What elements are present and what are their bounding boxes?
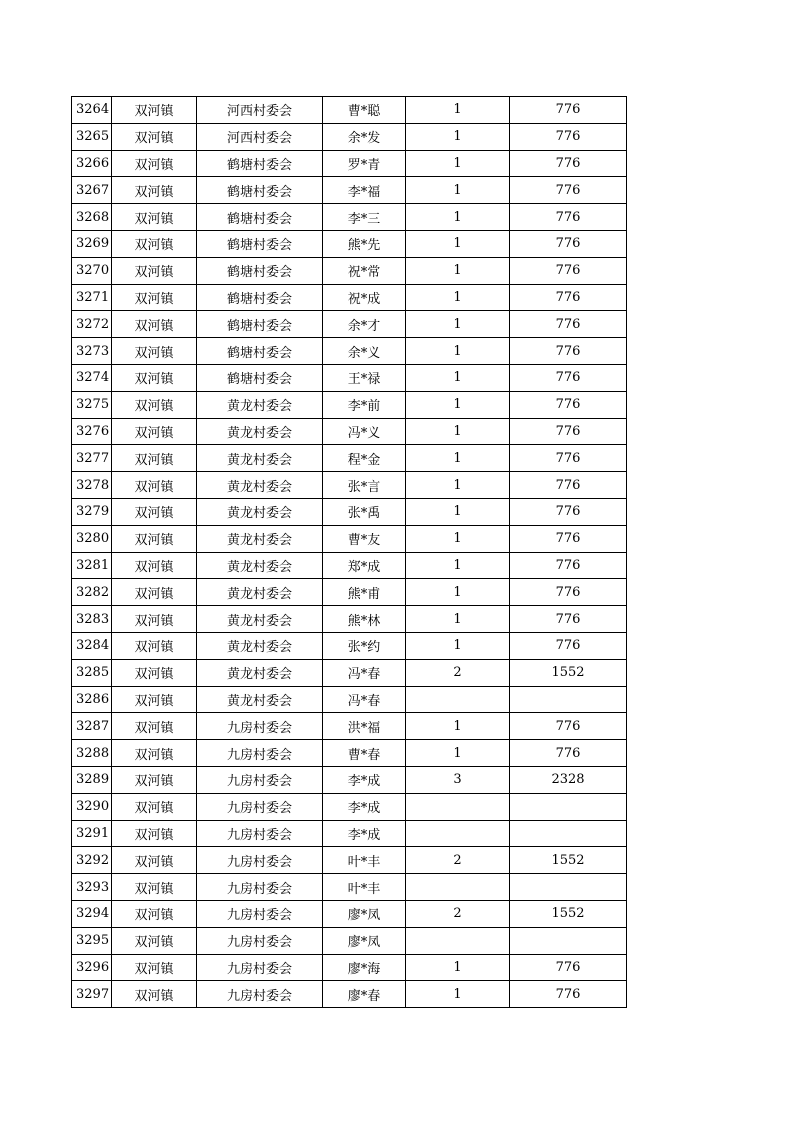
name-cell: 曹*春 (323, 740, 406, 767)
name-cell: 廖*凤 (323, 927, 406, 954)
count-cell: 1 (406, 713, 510, 740)
amount-cell: 776 (510, 364, 627, 391)
table-row (72, 552, 627, 579)
village-committee-cell: 黄龙村委会 (197, 525, 323, 552)
amount-cell (510, 686, 627, 713)
village-committee-cell: 河西村委会 (197, 123, 323, 150)
table-row (72, 177, 627, 204)
table-row (72, 659, 627, 686)
amount-cell: 776 (510, 713, 627, 740)
village-committee-cell: 九房村委会 (197, 927, 323, 954)
village-committee-cell: 黄龙村委会 (197, 445, 323, 472)
row-number-cell: 3285 (72, 659, 112, 686)
table-row (72, 954, 627, 981)
name-cell: 李*成 (323, 793, 406, 820)
row-number-cell: 3292 (72, 847, 112, 874)
table-row (72, 123, 627, 150)
count-cell: 1 (406, 230, 510, 257)
town-cell: 双河镇 (112, 123, 197, 150)
amount-cell: 776 (510, 123, 627, 150)
row-number-cell: 3288 (72, 740, 112, 767)
town-cell: 双河镇 (112, 338, 197, 365)
row-number-cell: 3267 (72, 177, 112, 204)
count-cell: 1 (406, 257, 510, 284)
village-committee-cell: 九房村委会 (197, 793, 323, 820)
amount-cell: 776 (510, 284, 627, 311)
name-cell: 余*才 (323, 311, 406, 338)
village-committee-cell: 鹤塘村委会 (197, 338, 323, 365)
name-cell: 罗*青 (323, 150, 406, 177)
table-row (72, 418, 627, 445)
row-number-cell: 3284 (72, 632, 112, 659)
amount-cell (510, 927, 627, 954)
count-cell (406, 820, 510, 847)
count-cell: 1 (406, 418, 510, 445)
amount-cell: 776 (510, 311, 627, 338)
row-number-cell: 3297 (72, 981, 112, 1008)
row-number-cell: 3296 (72, 954, 112, 981)
name-cell: 熊*先 (323, 230, 406, 257)
row-number-cell: 3287 (72, 713, 112, 740)
row-number-cell: 3291 (72, 820, 112, 847)
row-number-cell: 3290 (72, 793, 112, 820)
table-row (72, 445, 627, 472)
count-cell: 1 (406, 740, 510, 767)
town-cell: 双河镇 (112, 713, 197, 740)
table-row (72, 498, 627, 525)
village-committee-cell: 鹤塘村委会 (197, 230, 323, 257)
table-row (72, 230, 627, 257)
row-number-cell: 3280 (72, 525, 112, 552)
town-cell: 双河镇 (112, 418, 197, 445)
amount-cell: 776 (510, 525, 627, 552)
amount-cell: 776 (510, 391, 627, 418)
village-committee-cell: 黄龙村委会 (197, 498, 323, 525)
count-cell: 2 (406, 900, 510, 927)
count-cell: 1 (406, 391, 510, 418)
name-cell: 熊*甫 (323, 579, 406, 606)
table-row (72, 472, 627, 499)
table-row (72, 793, 627, 820)
amount-cell: 776 (510, 177, 627, 204)
count-cell: 1 (406, 338, 510, 365)
row-number-cell: 3294 (72, 900, 112, 927)
amount-cell: 776 (510, 552, 627, 579)
name-cell: 王*禄 (323, 364, 406, 391)
count-cell: 3 (406, 766, 510, 793)
count-cell: 1 (406, 472, 510, 499)
count-cell: 1 (406, 150, 510, 177)
name-cell: 叶*丰 (323, 847, 406, 874)
name-cell: 洪*福 (323, 713, 406, 740)
town-cell: 双河镇 (112, 900, 197, 927)
town-cell: 双河镇 (112, 927, 197, 954)
village-committee-cell: 黄龙村委会 (197, 391, 323, 418)
count-cell: 1 (406, 123, 510, 150)
table-row (72, 740, 627, 767)
amount-cell: 776 (510, 230, 627, 257)
town-cell: 双河镇 (112, 311, 197, 338)
village-committee-cell: 河西村委会 (197, 97, 323, 124)
town-cell: 双河镇 (112, 874, 197, 901)
table-body (72, 97, 627, 1008)
village-committee-cell: 九房村委会 (197, 981, 323, 1008)
name-cell: 祝*成 (323, 284, 406, 311)
name-cell: 李*前 (323, 391, 406, 418)
table-row (72, 364, 627, 391)
amount-cell: 2328 (510, 766, 627, 793)
row-number-cell: 3278 (72, 472, 112, 499)
town-cell: 双河镇 (112, 954, 197, 981)
count-cell: 1 (406, 552, 510, 579)
name-cell: 李*福 (323, 177, 406, 204)
name-cell: 熊*林 (323, 606, 406, 633)
name-cell: 余*义 (323, 338, 406, 365)
table-row (72, 338, 627, 365)
town-cell: 双河镇 (112, 230, 197, 257)
name-cell: 曹*友 (323, 525, 406, 552)
amount-cell: 1552 (510, 659, 627, 686)
table-row (72, 525, 627, 552)
name-cell: 廖*凤 (323, 900, 406, 927)
town-cell: 双河镇 (112, 552, 197, 579)
name-cell: 叶*丰 (323, 874, 406, 901)
name-cell: 张*言 (323, 472, 406, 499)
amount-cell: 776 (510, 740, 627, 767)
town-cell: 双河镇 (112, 659, 197, 686)
town-cell: 双河镇 (112, 364, 197, 391)
count-cell: 1 (406, 97, 510, 124)
amount-cell: 1552 (510, 847, 627, 874)
town-cell: 双河镇 (112, 820, 197, 847)
row-number-cell: 3270 (72, 257, 112, 284)
table-row (72, 579, 627, 606)
amount-cell: 776 (510, 204, 627, 231)
town-cell: 双河镇 (112, 606, 197, 633)
name-cell: 余*发 (323, 123, 406, 150)
row-number-cell: 3283 (72, 606, 112, 633)
name-cell: 郑*成 (323, 552, 406, 579)
village-committee-cell: 九房村委会 (197, 874, 323, 901)
town-cell: 双河镇 (112, 740, 197, 767)
village-committee-cell: 黄龙村委会 (197, 579, 323, 606)
town-cell: 双河镇 (112, 632, 197, 659)
village-committee-cell: 黄龙村委会 (197, 418, 323, 445)
count-cell: 1 (406, 954, 510, 981)
town-cell: 双河镇 (112, 686, 197, 713)
amount-cell (510, 793, 627, 820)
count-cell: 1 (406, 364, 510, 391)
count-cell (406, 927, 510, 954)
town-cell: 双河镇 (112, 525, 197, 552)
name-cell: 祝*常 (323, 257, 406, 284)
town-cell: 双河镇 (112, 579, 197, 606)
row-number-cell: 3274 (72, 364, 112, 391)
table-row (72, 713, 627, 740)
count-cell: 1 (406, 445, 510, 472)
row-number-cell: 3282 (72, 579, 112, 606)
village-committee-cell: 黄龙村委会 (197, 552, 323, 579)
row-number-cell: 3295 (72, 927, 112, 954)
town-cell: 双河镇 (112, 981, 197, 1008)
town-cell: 双河镇 (112, 204, 197, 231)
village-committee-cell: 鹤塘村委会 (197, 311, 323, 338)
name-cell: 李*成 (323, 820, 406, 847)
row-number-cell: 3265 (72, 123, 112, 150)
table-row (72, 257, 627, 284)
row-number-cell: 3289 (72, 766, 112, 793)
data-table (71, 96, 627, 1008)
town-cell: 双河镇 (112, 766, 197, 793)
count-cell (406, 686, 510, 713)
village-committee-cell: 九房村委会 (197, 766, 323, 793)
row-number-cell: 3268 (72, 204, 112, 231)
table-row (72, 927, 627, 954)
table-row (72, 981, 627, 1008)
amount-cell: 776 (510, 606, 627, 633)
amount-cell (510, 820, 627, 847)
town-cell: 双河镇 (112, 284, 197, 311)
town-cell: 双河镇 (112, 793, 197, 820)
amount-cell: 776 (510, 445, 627, 472)
count-cell: 1 (406, 498, 510, 525)
count-cell (406, 793, 510, 820)
table-row (72, 311, 627, 338)
row-number-cell: 3293 (72, 874, 112, 901)
count-cell: 1 (406, 311, 510, 338)
amount-cell: 776 (510, 338, 627, 365)
amount-cell: 776 (510, 579, 627, 606)
row-number-cell: 3279 (72, 498, 112, 525)
name-cell: 程*金 (323, 445, 406, 472)
amount-cell: 776 (510, 257, 627, 284)
name-cell: 冯*春 (323, 659, 406, 686)
name-cell: 张*约 (323, 632, 406, 659)
village-committee-cell: 黄龙村委会 (197, 659, 323, 686)
name-cell: 张*禹 (323, 498, 406, 525)
count-cell: 1 (406, 606, 510, 633)
town-cell: 双河镇 (112, 472, 197, 499)
count-cell: 1 (406, 579, 510, 606)
amount-cell: 776 (510, 150, 627, 177)
name-cell: 冯*春 (323, 686, 406, 713)
count-cell: 1 (406, 981, 510, 1008)
row-number-cell: 3273 (72, 338, 112, 365)
town-cell: 双河镇 (112, 257, 197, 284)
row-number-cell: 3266 (72, 150, 112, 177)
row-number-cell: 3277 (72, 445, 112, 472)
name-cell: 曹*聪 (323, 97, 406, 124)
count-cell: 1 (406, 284, 510, 311)
table-row (72, 874, 627, 901)
name-cell: 李*三 (323, 204, 406, 231)
amount-cell: 776 (510, 981, 627, 1008)
row-number-cell: 3281 (72, 552, 112, 579)
count-cell: 1 (406, 204, 510, 231)
name-cell: 冯*义 (323, 418, 406, 445)
town-cell: 双河镇 (112, 445, 197, 472)
village-committee-cell: 鹤塘村委会 (197, 284, 323, 311)
table-row (72, 900, 627, 927)
table-row (72, 766, 627, 793)
village-committee-cell: 鹤塘村委会 (197, 364, 323, 391)
amount-cell: 776 (510, 97, 627, 124)
table-row (72, 204, 627, 231)
village-committee-cell: 黄龙村委会 (197, 472, 323, 499)
row-number-cell: 3286 (72, 686, 112, 713)
row-number-cell: 3271 (72, 284, 112, 311)
village-committee-cell: 九房村委会 (197, 820, 323, 847)
town-cell: 双河镇 (112, 97, 197, 124)
amount-cell: 776 (510, 954, 627, 981)
town-cell: 双河镇 (112, 847, 197, 874)
table-row (72, 632, 627, 659)
count-cell: 2 (406, 659, 510, 686)
amount-cell (510, 874, 627, 901)
table-row (72, 391, 627, 418)
village-committee-cell: 九房村委会 (197, 847, 323, 874)
village-committee-cell: 鹤塘村委会 (197, 177, 323, 204)
village-committee-cell: 九房村委会 (197, 954, 323, 981)
table-row (72, 150, 627, 177)
name-cell: 李*成 (323, 766, 406, 793)
village-committee-cell: 九房村委会 (197, 900, 323, 927)
table-row (72, 847, 627, 874)
village-committee-cell: 鹤塘村委会 (197, 204, 323, 231)
village-committee-cell: 九房村委会 (197, 713, 323, 740)
town-cell: 双河镇 (112, 177, 197, 204)
amount-cell: 1552 (510, 900, 627, 927)
village-committee-cell: 黄龙村委会 (197, 686, 323, 713)
row-number-cell: 3264 (72, 97, 112, 124)
town-cell: 双河镇 (112, 498, 197, 525)
count-cell: 1 (406, 525, 510, 552)
amount-cell: 776 (510, 498, 627, 525)
village-committee-cell: 黄龙村委会 (197, 632, 323, 659)
count-cell (406, 874, 510, 901)
amount-cell: 776 (510, 632, 627, 659)
table-row (72, 284, 627, 311)
amount-cell: 776 (510, 472, 627, 499)
table-row (72, 97, 627, 124)
table-row (72, 686, 627, 713)
row-number-cell: 3275 (72, 391, 112, 418)
table-row (72, 820, 627, 847)
village-committee-cell: 九房村委会 (197, 740, 323, 767)
village-committee-cell: 黄龙村委会 (197, 606, 323, 633)
count-cell: 1 (406, 632, 510, 659)
village-committee-cell: 鹤塘村委会 (197, 150, 323, 177)
count-cell: 1 (406, 177, 510, 204)
count-cell: 2 (406, 847, 510, 874)
town-cell: 双河镇 (112, 391, 197, 418)
row-number-cell: 3276 (72, 418, 112, 445)
name-cell: 廖*春 (323, 981, 406, 1008)
table-row (72, 606, 627, 633)
amount-cell: 776 (510, 418, 627, 445)
row-number-cell: 3272 (72, 311, 112, 338)
town-cell: 双河镇 (112, 150, 197, 177)
village-committee-cell: 鹤塘村委会 (197, 257, 323, 284)
row-number-cell: 3269 (72, 230, 112, 257)
name-cell: 廖*海 (323, 954, 406, 981)
